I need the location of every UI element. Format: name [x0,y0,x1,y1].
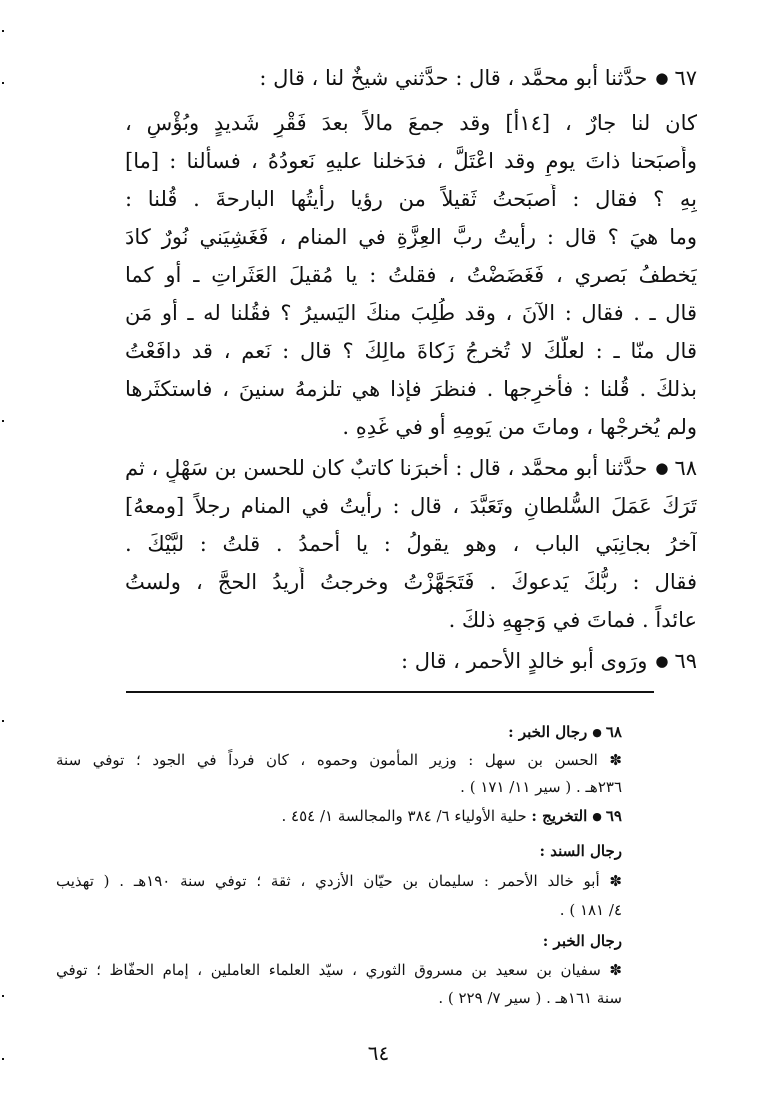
scan-speck [2,82,4,84]
fn-69-khabar-line: ✽ سفيان بن سعيد بن مسروق الثوري ، سيّد العلماء العاملين ، إمام الحفّاظ ؛ توفي [56,961,622,979]
entry-67-line: بذلكَ . قُلنا : فأَخرِجها . فنظرَ فإذا هي تلزمهُ سنينَ ، فاستكثَرها [125,377,697,401]
fn-69-sanad-line: ٤/ ١٨١ ) . [559,901,622,919]
fn-69-takhrij [56,805,622,828]
entry-67-line: وما هيَ ؟ قال : رأيتُ ربَّ العِزَّةِ في المنام ، فَغَشِيَني نُورٌ كادَ [125,225,697,249]
fn-69-takhrij-text: حلية الأولياء ٦/ ٣٨٤ والمجالسة ١/ ٤٥٤ . [281,807,527,825]
entry-bullet-icon: ● [655,459,669,477]
entry-68-number: ٦٨ [674,456,697,480]
entry-bullet-icon: ● [655,652,669,670]
entry-68-line: عائداً . فماتَ في وَجهِهِ ذلكَ . [448,608,697,632]
entry-67-line: يَخطفُ بَصري ، فَغَضَضْتُ ، فقلتُ : يا مُقيلَ العَثَراتِ ـ أو كما [125,263,697,287]
entry-67-line: قال منّا ـ : لعلَّكَ لا تُخرجُ زَكاةَ مالِكَ ؟ قال : نَعم ، قد دافَعْتُ [125,339,697,363]
entry-69-head-text: ورَوى أبو خالدٍ الأحمر ، قال : [401,649,648,673]
footnote-divider [126,691,654,693]
scan-speck [2,420,4,422]
entry-68-line: تَرَكَ عَمَلَ السُّلطانِ وتَعَبَّدَ ، قال : رأيتُ في المنام رجلاً [ومعهُ] [125,494,697,518]
entry-69-head [125,646,697,676]
entry-67-head [125,63,697,93]
fn-bullet-icon: ● [592,726,602,739]
entry-67-number: ٦٧ [674,66,697,90]
entry-67-line: وأَصبَحنا ذاتَ يومٍ وقد اعْتَلَّ ، فدَخلنا عليهِ نَعودُهُ ، فسأَلنا : [ما] [125,149,697,173]
fn-68-line: ٢٣٦هـ . ( سير ١١/ ١٧١ ) . [460,778,622,796]
page-number: ٦٤ [367,1041,390,1065]
entry-67-line: كان لنا جارٌ ، [١٤أ] وقد جمعَ مالاً بعدَ فَقْرٍ شَديدٍ وبُؤْسٍ ، [125,111,697,135]
fn-68-label: رجال الخبر : [508,723,588,741]
entry-68-line: فقال : ربُّكَ يَدعوكَ . فَتَجَهَّزْتُ وخرجتُ أُريدُ الحجَّ ، ولستُ [125,570,697,594]
fn-68-number: ٦٨ [605,723,622,741]
entry-67-line: قال ـ . فقال : الآنَ ، وقد طُلِبَ منكَ اليَسيرُ ؟ فقُلنا له ـ أو مَن [125,301,697,325]
entry-69-number: ٦٩ [674,649,697,673]
fn-69-khabar-label: رجال الخبر : [542,932,622,950]
entry-67-head-text: حدَّثنا أبو محمَّد ، قال : حدَّثني شيخٌ لنا ، قال : [259,66,648,90]
fn-69-takhrij-label: التخريج : [531,807,588,825]
fn-68-line: ✽ الحسن بن سهل : وزير المأمون وحموه ، كان فرداً في الجود ؛ توفي سنة [56,751,622,769]
scan-speck [2,30,4,32]
fn-69-khabar-line: سنة ١٦١هـ . ( سير ٧/ ٢٢٩ ) . [438,989,622,1007]
scan-speck [2,720,4,722]
fn-69-sanad-line: ✽ أبو خالد الأحمر : سليمان بن حيّان الأزدي ، ثقة ؛ توفي سنة ١٩٠هـ . ( تهذيب [56,872,622,890]
entry-68-head-text: حدَّثنا أبو محمَّد ، قال : أخبرَنا كاتبٌ كان للحسن بن سَهْلٍ ، ثم [125,456,648,480]
entry-67-line: بِهِ ؟ فقال : أَصبَحتُ ثَقيلاً من رؤيا رأيتُها البارحةَ . قُلنا : [125,187,697,211]
entry-68-head [125,453,697,483]
entry-bullet-icon: ● [655,69,669,87]
fn-68-head [56,721,622,744]
fn-69-sanad-label: رجال السند : [539,842,622,860]
entry-67-line: ولم يُخرجْها ، وماتَ من يَومِهِ أو في غَدِهِ . [342,415,697,439]
scan-speck [2,1058,4,1060]
fn-69-number: ٦٩ [605,807,622,825]
entry-68-line: آخرُ بجانِبَي الباب ، وهو يقولُ : يا أحمدُ . قلتُ : لبَّيْكَ . [125,532,697,556]
fn-bullet-icon: ● [592,810,602,823]
scan-speck [2,995,4,997]
